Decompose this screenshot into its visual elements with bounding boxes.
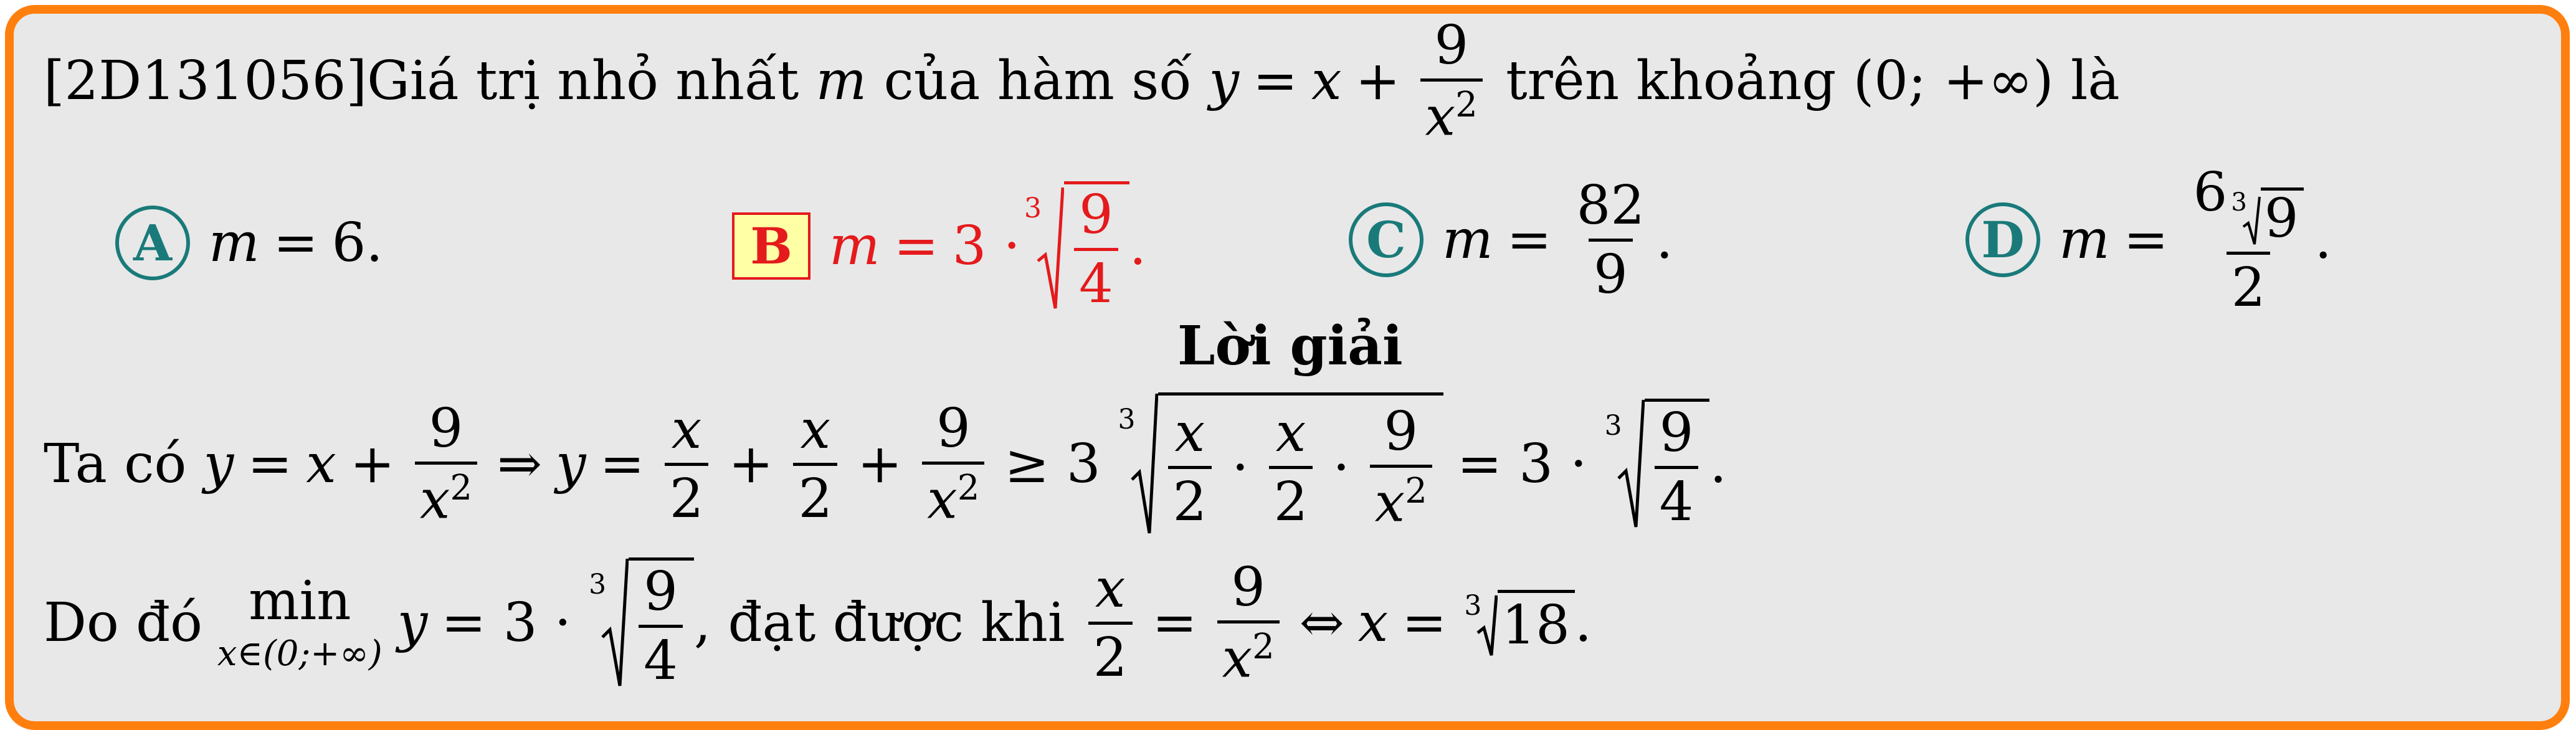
solution-line-1: Ta có y = x + $\frac{9}{x^2}$ ⇒ y = $\frac{x}{2}$ + $\frac{x}{2}$ + $\frac{9}{x^2}$ ≥ 3 3 $\frac{x}{2}$ · $\frac{x}{2}$ · $\frac{9}{x^2}$ = 3 · 3 $\frac{9}{4}$ .	[44, 383, 1727, 545]
option-b-badge: B	[732, 212, 810, 280]
var-m: m	[815, 50, 867, 112]
option-a[interactable]: A m = 6.	[115, 181, 383, 305]
question-interval: (0; +∞)	[1853, 50, 2054, 112]
question-text-of: của hàm số	[883, 50, 1192, 112]
question-id: [2D131056]	[44, 50, 368, 112]
fn-x: x	[1311, 50, 1342, 112]
option-c[interactable]: C m = $\frac{82}{9}$ .	[1349, 171, 1673, 308]
option-b-root: 3 $\frac{9}{4}$	[1024, 181, 1129, 311]
fn-lhs: y	[1209, 50, 1239, 112]
question-fraction: $\frac{9}{x^2}$	[1420, 19, 1483, 144]
option-c-badge: C	[1349, 202, 1423, 277]
solution-title: Lời giải	[1177, 315, 1403, 377]
solution-line-2: Do đó min x∈(0;+∞) y = 3 · 3 $\frac{9}{4}$ , đạt được khi $\frac{x}{2}$ = $\frac{9}{x^2}$ ⇔ x = 3 18 .	[44, 556, 1592, 692]
question-line: [2D131056] Giá trị nhỏ nhất m của hàm số y = x + $\frac{9}{x^2}$ trên khoảng (0; +∞) là	[44, 14, 2120, 148]
min-operator: min x∈(0;+∞)	[217, 570, 383, 674]
option-a-badge: A	[115, 206, 190, 280]
option-b[interactable]: B m = 3 · 3 $\frac{9}{4}$ .	[732, 178, 1146, 315]
question-text-end: là	[2070, 50, 2120, 112]
question-text-on: trên khoảng	[1506, 50, 1837, 112]
solution-line1-root: 3 $\frac{x}{2}$ · $\frac{x}{2}$ · $\frac{9}{x^2}$	[1118, 392, 1443, 536]
question-text-before: Giá trị nhỏ nhất	[367, 50, 799, 112]
option-d-badge: D	[1965, 202, 2040, 277]
option-d[interactable]: D m = 6 3 9 2 .	[1965, 171, 2332, 308]
